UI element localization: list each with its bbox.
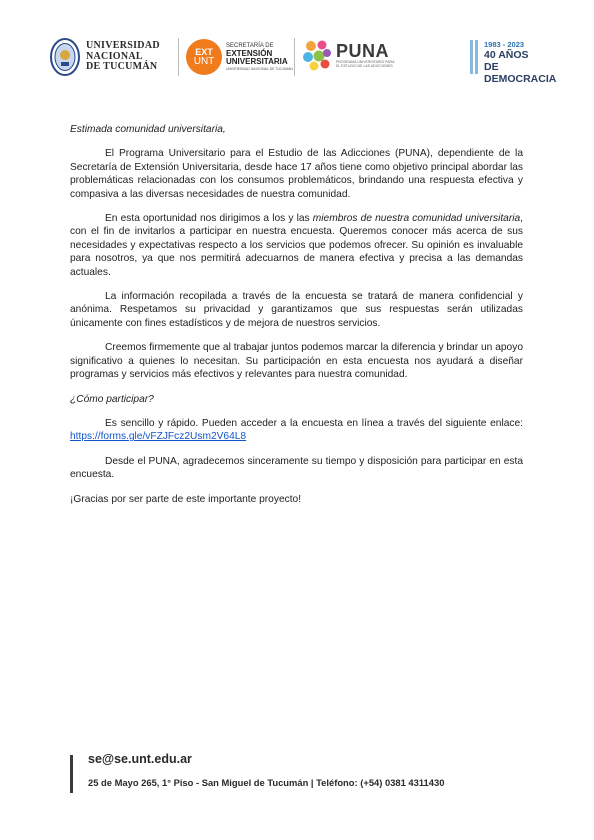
invitation-italic: miembros de nuestra comunidad universitaria	[312, 213, 521, 225]
paragraph-privacy: La información recopilada a través de la encuesta se tratará de manera confidencial y anónima. Respetamos su privacidad y garantizamos que sus respuestas serán utilizadas únicamente con fines estadísticos y de mejora de nuestros servicios.	[70, 291, 523, 329]
puna-title: PUNA	[336, 41, 390, 61]
democracy-40-logo	[470, 40, 570, 85]
footer	[70, 752, 540, 794]
invitation-text-end: , con el fin de invitarlos a participar en nuestra encuesta. Queremos conocer más acerca de sus necesidades y expectativas respecto a los servicios que podemos ofrecer. Su opinión es invaluable para nosotros, ya que nos permitirá adecuarnos de manera efectiva y precisa a las demandas actuales.	[70, 213, 523, 278]
ext-label-sub: UNIVERSIDAD NACIONAL DE TUCUMÁN	[226, 66, 293, 71]
puna-wordmark	[336, 42, 396, 68]
extension-label	[226, 43, 293, 72]
unt-logo	[50, 38, 160, 76]
header-divider	[178, 38, 179, 76]
letterhead	[50, 30, 570, 90]
flag-bars-icon	[470, 40, 478, 85]
closing-line: ¡Gracias por ser parte de este importante proyecto!	[70, 493, 302, 505]
link-intro-text: Es sencillo y rápido. Pueden acceder a la encuesta en línea a través del siguiente enlace:	[105, 417, 523, 429]
letter-body	[70, 123, 523, 517]
democracy-line1: 40 AÑOS	[484, 49, 529, 61]
header-divider	[294, 38, 295, 76]
university-seal-icon	[50, 38, 80, 76]
footer-accent-bar	[70, 755, 73, 793]
paragraph-link	[70, 417, 523, 444]
paragraph-invitation	[70, 212, 523, 279]
extension-logo	[186, 39, 293, 75]
footer-email: se@se.unt.edu.ar	[88, 752, 192, 766]
unt-name-line3: DE TUCUMÁN	[86, 61, 158, 73]
puna-puzzle-icon	[302, 39, 332, 71]
democracy-years: 1983 - 2023	[484, 40, 525, 49]
footer-address: 25 de Mayo 265, 1° Piso - San Miguel de Tucumán | Teléfono: (+54) 0381 4311430	[88, 777, 445, 788]
puna-logo	[302, 39, 396, 71]
unt-name-line2: NACIONAL	[86, 50, 143, 62]
ext-label-line1: EXTENSIÓN	[226, 48, 273, 58]
puna-subtitle: PROGRAMA UNIVERSITARIO PARA EL ESTUDIO DE LAS ADICCIONES	[336, 60, 395, 68]
unt-name	[86, 41, 160, 73]
unt-name-line1: UNIVERSIDAD	[86, 40, 160, 52]
democracy-text	[484, 40, 570, 85]
paragraph-intro: El Programa Universitario para el Estudio de las Adicciones (PUNA), dependiente de la Secretaría de Extensión Universitaria, desde hace 17 años tiene como objetivo principal abordar las problemáticas relacionadas con los consumos problemáticos, brindando una respuesta efectiva y compasiva a las diversas necesidades de nuestra comunidad.	[70, 148, 523, 200]
ext-label-line2: UNIVERSITARIA	[226, 57, 288, 66]
ext-badge-top: EXT	[195, 47, 213, 57]
paragraph-together: Creemos firmemente que al trabajar juntos podemos marcar la diferencia y brindar un apoyo significativo a quienes lo necesitan. Su participación en esta encuesta nos ayudará a diseñar programas y servicios más efectivos y relevantes para nuestra comunidad.	[70, 342, 523, 381]
invitation-text-start: En esta oportunidad nos dirigimos a los y las	[105, 213, 313, 225]
greeting: Estimada comunidad universitaria,	[70, 124, 226, 135]
ext-badge-bottom: UNT	[193, 56, 215, 67]
ext-unt-badge	[186, 39, 222, 75]
survey-link[interactable]: https://forms.gle/vFZJFcz2Usm2V64L8	[70, 431, 247, 443]
paragraph-thanks: Desde el PUNA, agradecemos sinceramente su tiempo y disposición para participar en esta encuesta.	[70, 455, 523, 481]
how-to-participate-heading: ¿Cómo participar?	[70, 393, 154, 405]
ext-label-small: SECRETARÍA DE	[226, 42, 274, 49]
democracy-line2: DE DEMOCRACIA	[484, 61, 557, 85]
